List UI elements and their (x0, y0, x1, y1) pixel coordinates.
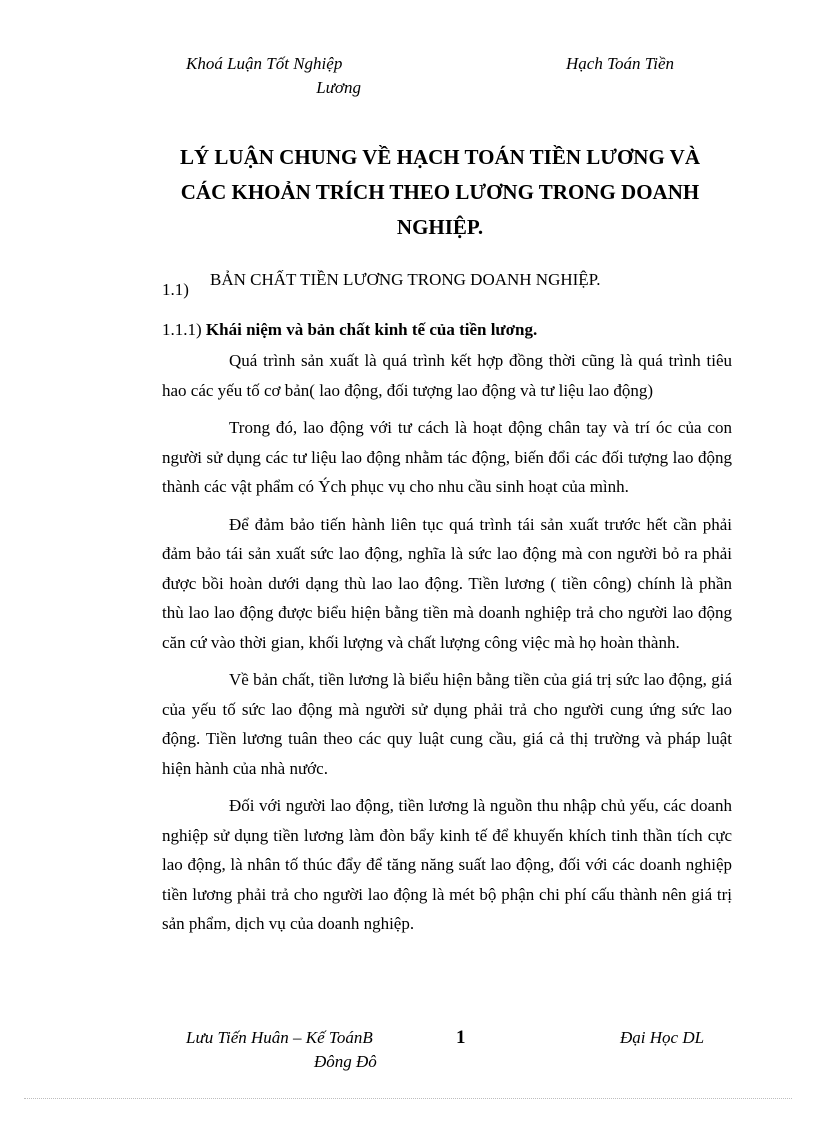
section-number: 1.1) (162, 280, 189, 299)
document-title (150, 140, 730, 245)
subsection-number: 1.1.1) (162, 320, 202, 339)
title-line-2: CÁC KHOẢN TRÍCH THEO LƯƠNG TRONG DOANH (180, 180, 700, 204)
subsection-heading (162, 318, 537, 342)
footer-left-line2: Đông Đô (314, 1052, 377, 1071)
paragraph: Trong đó, lao động với tư cách là hoạt động chân tay và trí óc của con người sử dụng các tư liệu lao động nhằm tác động, biến đổi các đối tượng lao động thành các vật phẩm có Ých phục vụ cho nhu cầu sinh hoạt của mình. (162, 418, 732, 496)
paragraph: Để đảm bảo tiến hành liên tục quá trình tái sản xuất trước hết cần phải đảm bảo tái sản xuất sức lao động, nghĩa là sức lao động mà con người bỏ ra phải được bồi hoàn dưới dạng thù lao lao động. Tiền lương ( tiền công) chính là phần thù lao lao động được biểu hiện bằng tiền mà doanh nghiệp trả cho người lao động căn cứ vào thời gian, khối lượng và chất lượng công việc mà họ hoàn thành. (162, 514, 732, 652)
footer-left (186, 1026, 396, 1074)
section-heading (162, 268, 601, 299)
paragraph: Quá trình sản xuất là quá trình kết hợp đồng thời cũng là quá trình tiêu hao các yếu tố cơ bản( lao động, đối tượng lao động và tư liệu lao động) (162, 351, 732, 400)
header-left-line1: Khoá Luận Tốt Nghiệp (186, 54, 343, 73)
header-left (186, 52, 361, 100)
paragraph: Đối với người lao động, tiền lương là nguồn thu nhập chủ yếu, các doanh nghiệp sử dụng tiền lương làm đòn bẩy kinh tế để khuyến khích tinh thần tích cực lao động, là nhân tố thúc đẩy để tăng năng suất lao động, đối với các doanh nghiệp tiền lương phải trả cho người lao động là mét bộ phận chi phí cấu thành nên giá trị sản phẩm, dịch vụ của doanh nghiệp. (162, 796, 732, 933)
page-number: 1 (456, 1027, 466, 1048)
footer-left-line1: Lưu Tiến Huân – Kế ToánB (186, 1028, 373, 1047)
footer-right: Đại Học DL (620, 1028, 705, 1047)
paragraph: Về bản chất, tiền lương là biểu hiện bằng tiền của giá trị sức lao động, giá của yếu tố sức lao động mà người sử dụng phải trả cho người cung ứng sức lao động. Tiền lương tuân theo các quy luật cung cầu, giá cả thị trường và pháp luật hiện hành của nhà nước. (162, 670, 732, 778)
page-divider (24, 1098, 792, 1099)
title-line-3: NGHIỆP. (396, 215, 484, 239)
header-right: Hạch Toán Tiền (566, 54, 675, 73)
title-line-1: LÝ LUẬN CHUNG VỀ HẠCH TOÁN TIỀN LƯƠNG VÀ (179, 145, 701, 169)
section-title: BẢN CHẤT TIỀN LƯƠNG TRONG DOANH NGHIỆP. (210, 270, 601, 289)
header-left-line2: Lương (316, 78, 361, 97)
subsection-title: Khái niệm và bản chất kinh tế của tiền lương. (205, 320, 538, 339)
body-text (162, 346, 732, 947)
